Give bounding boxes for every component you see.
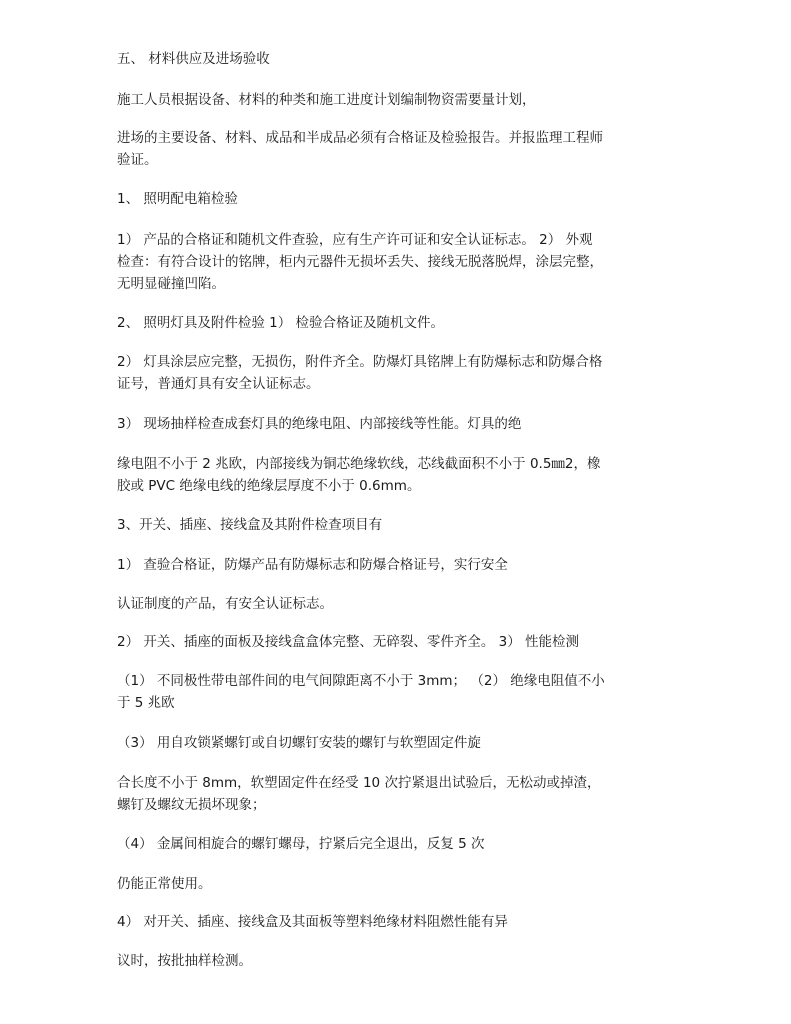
text-line: 无明显碰撞凹陷。: [117, 276, 225, 292]
paragraph: [117, 911, 682, 933]
paragraph: [117, 772, 682, 816]
paragraph: [117, 229, 682, 295]
text-line: 4） 对开关、插座、接线盒及其面板等塑料绝缘材料阻燃性能有异: [117, 914, 508, 930]
text-line: 议时，按批抽样检测。: [117, 953, 252, 969]
paragraph: [117, 453, 682, 497]
text-line: 缘电阻不小于 2 兆欧，内部接线为铜芯绝缘软线，芯线截面积不小于 0.5㎜2，橡: [117, 456, 601, 472]
text-line: 进场的主要设备、材料、成品和半成品必须有合格证及检验报告。并报监理工程师: [117, 130, 603, 146]
text-line: 检查：有符合设计的铭牌，柜内元器件无损坏丢失、接线无脱落脱焊，涂层完整，: [117, 254, 603, 270]
paragraph: [117, 413, 682, 435]
text-line: 2） 灯具涂层应完整，无损伤，附件齐全。防爆灯具铭牌上有防爆标志和防爆合格: [117, 354, 603, 370]
section-heading: [117, 48, 682, 70]
paragraph: [117, 631, 682, 653]
text-line: 1） 查验合格证，防爆产品有防爆标志和防爆合格证号，实行安全: [117, 557, 508, 573]
paragraph: [117, 732, 682, 754]
paragraph: [117, 127, 682, 171]
text-line: 认证制度的产品，有安全认证标志。: [117, 596, 333, 612]
text-line: 五、 材料供应及进场验收: [117, 51, 270, 67]
section-heading: [117, 514, 682, 536]
text-line: 胶或 PVC 绝缘电线的绝缘层厚度不小于 0.6mm。: [117, 478, 421, 494]
text-line: （1） 不同极性带电部件间的电气间隙距离不小于 3mm； （2） 绝缘电阻值不小: [117, 673, 605, 689]
text-line: 合长度不小于 8mm，软塑固定件在经受 10 次拧紧退出试验后，无松动或掉渣，: [117, 775, 601, 791]
text-line: 验证。: [117, 152, 158, 168]
text-line: 仍能正常使用。: [117, 876, 212, 892]
text-line: 施工人员根据设备、材料的种类和施工进度计划编制物资需要量计划，: [117, 92, 536, 108]
text-line: 证号，普通灯具有安全认证标志。: [117, 376, 320, 392]
paragraph: [117, 351, 682, 395]
section-heading: [117, 312, 682, 334]
text-line: 1、 照明配电箱检验: [117, 191, 238, 207]
paragraph: [117, 873, 682, 895]
text-line: （3） 用自攻锁紧螺钉或自切螺钉安装的螺钉与软塑固定件旋: [117, 735, 481, 751]
text-line: 2） 开关、插座的面板及接线盒盒体完整、无碎裂、零件齐全。 3） 性能检测: [117, 634, 580, 650]
paragraph: [117, 593, 682, 615]
text-line: 3） 现场抽样检查成套灯具的绝缘电阻、内部接线等性能。灯具的绝: [117, 416, 522, 432]
paragraph: [117, 833, 682, 855]
text-line: （4） 金属间相旋合的螺钉螺母，拧紧后完全退出，反复 5 次: [117, 836, 485, 852]
text-line: 2、 照明灯具及附件检验 1） 检验合格证及随机文件。: [117, 315, 445, 331]
section-heading: [117, 188, 682, 210]
text-line: 3、开关、插座、接线盒及其附件检查项目有: [117, 517, 383, 533]
text-line: 螺钉及螺纹无损坏现象；: [117, 797, 266, 813]
text-line: 1） 产品的合格证和随机文件查验，应有生产许可证和安全认证标志。 2） 外观: [117, 232, 593, 248]
paragraph: [117, 670, 682, 714]
text-line: 于 5 兆欧: [117, 695, 175, 711]
paragraph: [117, 554, 682, 576]
paragraph: [117, 89, 682, 111]
paragraph: [117, 950, 682, 972]
